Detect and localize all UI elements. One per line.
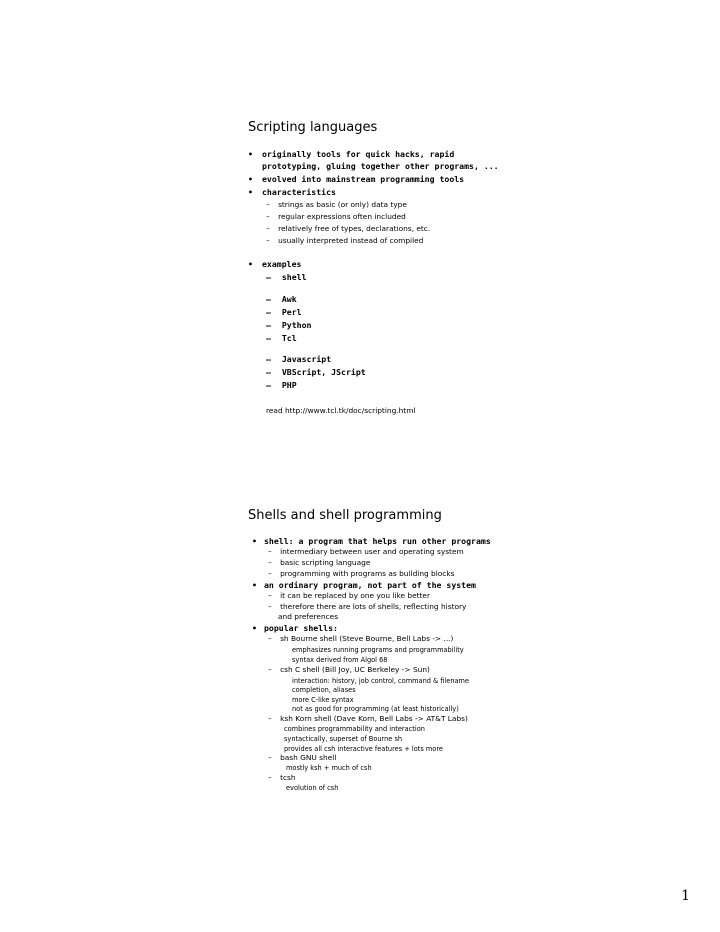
shell-detail: provides all csh interactive features + lots more [284, 745, 443, 753]
bullet-item: • shell: a program that helps run other programs [252, 536, 491, 546]
bullet-item: • characteristics [248, 187, 336, 197]
shell-detail: emphasizes running programs and programmability [292, 646, 464, 654]
shell-detail: combines programmability and interaction [284, 725, 425, 733]
reading-reference: read http://www.tcl.tk/doc/scripting.html [266, 406, 416, 415]
bullet-item: • popular shells: [252, 623, 338, 633]
example-item: – Javascript [266, 354, 332, 364]
bullet-marker: • [248, 259, 253, 269]
shell-item-tcsh: – tcsh [268, 773, 296, 782]
shell-detail: not as good for programming (at least historically) [292, 705, 459, 713]
example-item: – PHP [266, 380, 297, 390]
sub-item: – intermediary between user and operating system [268, 547, 464, 556]
example-item: – Perl [266, 307, 302, 317]
bullet-marker: • [248, 174, 253, 184]
shell-item-ksh: – ksh Korn shell (Dave Korn, Bell Labs -> AT&T Labs) [268, 714, 468, 723]
sub-item: – regular expressions often included [266, 212, 406, 221]
bullet-item: • examples [248, 259, 302, 269]
sub-item: – usually interpreted instead of compiled [266, 236, 424, 245]
bullet-marker: • [252, 580, 257, 590]
shell-item-bash: – bash GNU shell [268, 753, 337, 762]
bullet-marker: • [248, 149, 253, 159]
bullet-item: • evolved into mainstream programming tools [248, 174, 465, 184]
example-item: – VBScript, JScript [266, 367, 366, 377]
example-item: – Awk [266, 294, 297, 304]
shell-detail: more C-like syntax [292, 696, 354, 704]
sub-item: – strings as basic (or only) data type [266, 200, 407, 209]
shell-detail: syntax derived from Algol 68 [292, 656, 388, 664]
sub-item: – therefore there are lots of shells, reflecting history [268, 602, 467, 611]
sub-item: – basic scripting language [268, 558, 371, 567]
shell-detail: syntactically, superset of Bourne sh [284, 735, 403, 743]
shell-item-sh: – sh Bourne shell (Steve Bourne, Bell Labs -> ...) [268, 634, 454, 643]
example-item: – shell [266, 272, 307, 282]
shell-detail: evolution of csh [286, 784, 339, 792]
bullet-marker: • [252, 536, 257, 546]
bullet-marker: • [252, 623, 257, 633]
sub-item: – it can be replaced by one you like better [268, 591, 431, 600]
sub-item: – programming with programs as building blocks [268, 569, 455, 578]
bullet-marker: • [248, 187, 253, 197]
page-number: 1 [681, 888, 690, 904]
shell-detail: completion, aliases [292, 686, 356, 694]
example-item: – Tcl [266, 333, 297, 343]
bullet-item: • an ordinary program, not part of the system [252, 580, 476, 590]
example-item: – Python [266, 320, 312, 330]
shell-detail: mostly ksh + much of csh [286, 764, 372, 772]
sub-item: – relatively free of types, declarations, etc. [266, 224, 431, 233]
bullet-item: • originally tools for quick hacks, rapid [248, 149, 455, 159]
shell-detail: interaction: history, job control, command & filename [292, 677, 470, 685]
bullet-continuation: prototyping, gluing together other programs, ... [262, 161, 499, 171]
sub-item-continuation: and preferences [278, 612, 339, 621]
shell-item-csh: – csh C shell (Bill Joy, UC Berkeley -> Sun) [268, 665, 430, 674]
slide-title: Shells and shell programming [248, 508, 442, 523]
slide-title: Scripting languages [248, 120, 378, 135]
